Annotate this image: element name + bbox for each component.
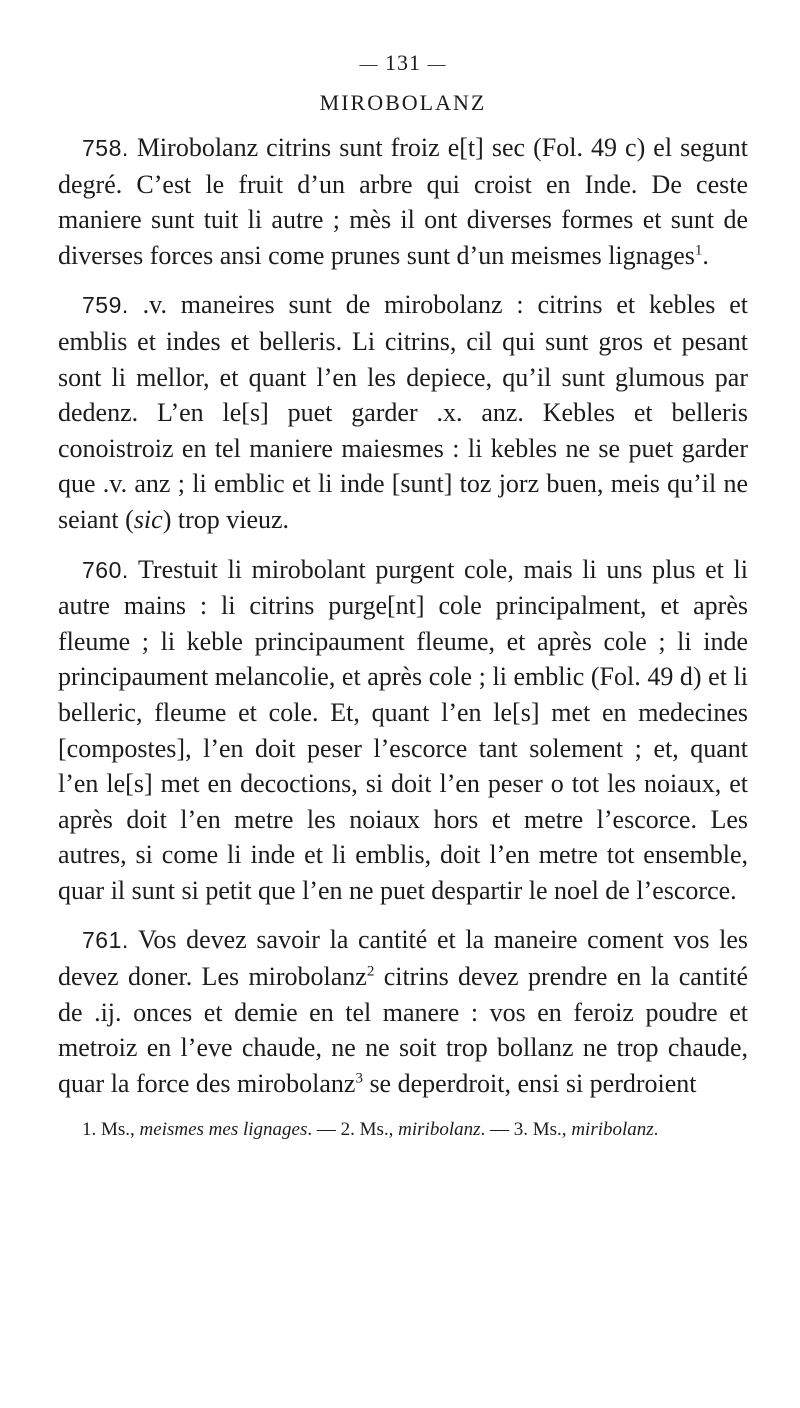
paragraph-number: 761.	[82, 927, 129, 954]
paragraph-number: 760.	[82, 556, 129, 583]
paragraph-text: se deperdroit, ensi si perdroient	[362, 1068, 697, 1098]
document-page	[58, 46, 748, 1142]
body-text	[58, 130, 748, 1101]
footnote-text: . — 2. Ms.,	[307, 1119, 399, 1141]
paragraph-text: Mirobolanz citrins sunt froiz e[t] sec (Fol. 49 c) el segunt degré. C’est le fruit d’un arbre qui croist en Inde. De ceste maniere sunt tuit li autre ; mès il ont diverses formes et sunt de diverses forces ansi come prunes sunt d’un meismes lignages	[58, 133, 748, 270]
footnote-ref: 3	[355, 1070, 363, 1087]
footnote-text: .	[653, 1119, 659, 1141]
footnote-italic: meismes mes lignages	[139, 1119, 308, 1141]
dash-right: —	[427, 54, 447, 74]
footnote-text: 1. Ms.,	[82, 1119, 140, 1141]
footnote-italic: miribolanz	[398, 1119, 481, 1141]
paragraph	[58, 552, 748, 909]
paragraph	[58, 287, 748, 537]
paragraph-italic: sic	[133, 504, 163, 534]
footnote-italic: miribolanz	[571, 1119, 654, 1141]
paragraph-text: Trestuit li mirobolant purgent cole, mais li uns plus et li autre mains : li citrins purge[nt] cole principalment, et après fleume ; li keble principaument fleume, et après cole ; li inde principaument melancolie, et après cole ; li emblic (Fol. 49 d) et li belleric, fleume et cole. Et, quant l’en le[s] met en medecines [compostes], l’en doit peser l’escorce tant solement ; et, quant l’en le[s] met en decoctions, si doit l’en peser o tot les noiaux, et après doit l’en metre les noiaux hors et metre l’escorce. Les autres, si come li inde et li emblis, doit l’en metre tot ensemble, quar il sunt si petit que l’en ne puet despartir le noel de l’escorce.	[58, 554, 748, 905]
paragraph-text: .v. maneires sunt de mirobolanz : citrins et kebles et emblis et indes et belleris. Li citrins, cil qui sunt gros et pesant sont li mellor, et quant l’en les depiece, qu’il sunt glumous par dedenz. L’en le[s] puet garder .x. anz. Kebles et belleris conoistroiz en tel maniere maiesmes : li kebles ne se puet garder que .v. anz ; li emblic et li inde [sunt] toz jorz buen, meis qu’il ne seiant (	[58, 290, 748, 534]
running-title: MIROBOLANZ	[319, 90, 487, 115]
footnote-text: . — 3. Ms.,	[480, 1119, 572, 1141]
paragraph-text: .	[702, 240, 709, 270]
paragraph-number: 759.	[82, 292, 129, 319]
paragraph-text: Vos devez savoir la cantité et la maneire coment vos les devez doner. Les mirobolanz	[58, 925, 748, 992]
paragraph-number: 758.	[82, 135, 129, 161]
footnotes	[58, 1117, 748, 1142]
footnote-ref: 2	[366, 963, 375, 980]
paragraph-text: citrins devez prendre en la cantité de .ij. onces et demie en tel manere : vos en feroiz poudre et metroiz en l’eve chaude, ne ne soit trop bollanz ne trop chaude, quar la force des mirobolanz	[58, 962, 748, 1098]
paragraph	[58, 922, 748, 1101]
dash-left: —	[359, 54, 379, 74]
page-number	[58, 46, 748, 80]
page-number-value: 131	[385, 50, 421, 75]
paragraph	[58, 130, 748, 273]
footnote-ref: 1	[694, 242, 703, 259]
paragraph-text: ) trop vieuz.	[162, 504, 290, 534]
